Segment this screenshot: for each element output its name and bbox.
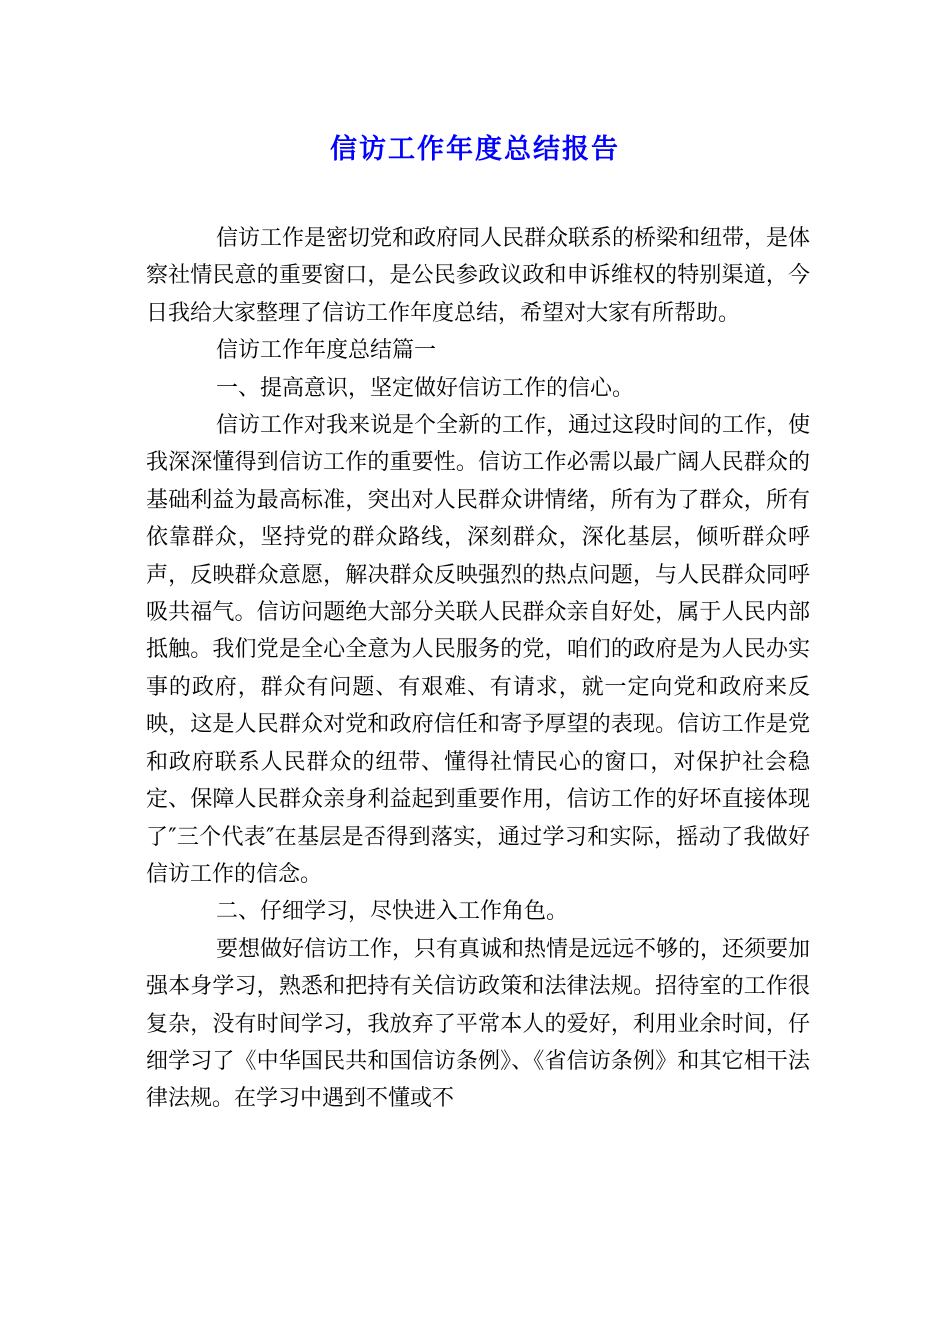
document-body	[146, 220, 810, 1118]
section-heading: 信访工作年度总结篇一	[216, 338, 437, 364]
document-title: 信访工作年度总结报告	[330, 134, 620, 165]
body-paragraph: 信访工作对我来说是个全新的工作，通过这段时间的工作，使我深深懂得到信访工作的重要性。信访工作必需以最广阔人民群众的基础利益为最高标准，突出对人民群众讲情绪，所有为了群众，所有依靠群众，坚持党的群众路线，深刻群众，深化基层，倾听群众呼声，反映群众意愿，解决群众反映强烈的热点问题，与人民群众同呼吸共福气。信访问题绝大部分关联人民群众亲自好处，属于人民内部抵触。我们党是全心全意为人民服务的党，咱们的政府是为人民办实事的政府，群众有问题、有艰难、有请求，就一定向党和政府来反映，这是人民群众对党和政府信任和寄予厚望的表现。信访工作是党和政府联系人民群众的纽带、懂得社情民心的窗口，对保护社会稳定、保障人民群众亲身利益起到重要作用，信访工作的好坏直接体现了″三个代表″在基层是否得到落实，通过学习和实际，摇动了我做好信访工作的信念。	[146, 413, 811, 887]
subheading-two: 二、仔细学习，尽快进入工作角色。	[216, 899, 569, 925]
subheading-one: 一、提高意识，坚定做好信访工作的信心。	[216, 375, 635, 401]
intro-paragraph: 信访工作是密切党和政府同人民群众联系的桥梁和纽带，是体察社情民意的重要窗口，是公民参政议政和申诉维权的特别渠道，今日我给大家整理了信访工作年度总结，希望对大家有所帮助。	[146, 226, 811, 326]
body-paragraph: 要想做好信访工作，只有真诚和热情是远远不够的，还须要加强本身学习，熟悉和把持有关信访政策和法律法规。招待室的工作很复杂，没有时间学习，我放弃了平常本人的爱好，利用业余时间，仔细学习了《中华国民共和国信访条例》、《省信访条例》和其它相干法律法规。在学习中遇到不懂或不	[146, 936, 811, 1112]
